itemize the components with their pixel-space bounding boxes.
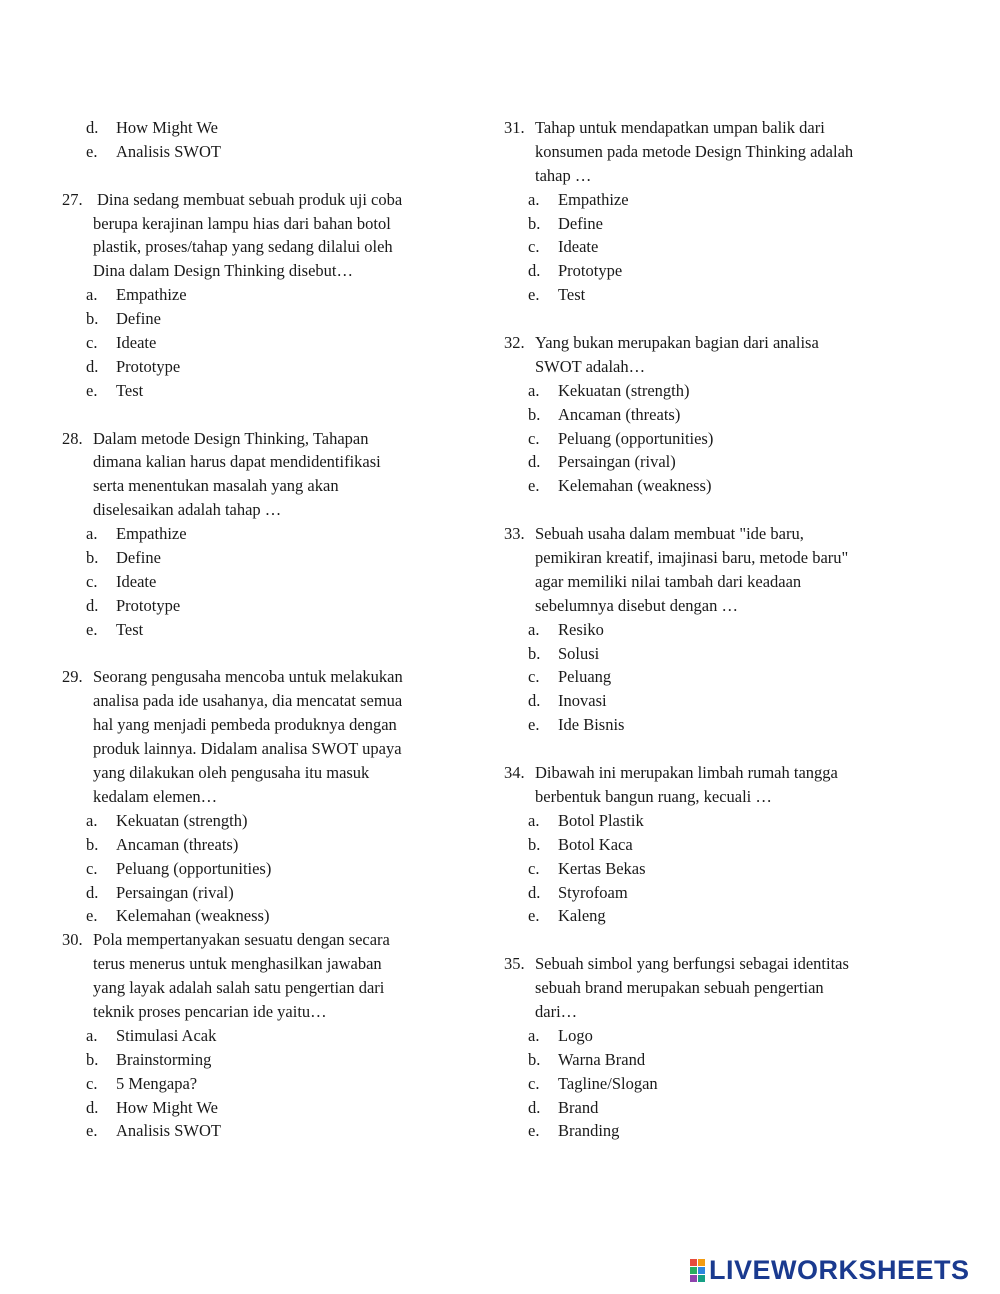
answer-option[interactable]: b. Warna Brand bbox=[528, 1049, 646, 1069]
logo-square bbox=[690, 1275, 697, 1282]
liveworksheets-logo[interactable] bbox=[690, 1255, 970, 1285]
answer-option[interactable]: d. Persaingan (rival) bbox=[528, 452, 676, 472]
answer-option[interactable]: e. Analisis SWOT bbox=[86, 141, 221, 161]
answer-option[interactable]: a. Stimulasi Acak bbox=[86, 1025, 217, 1045]
answer-option[interactable]: c. Ideate bbox=[528, 237, 599, 257]
logo-text: LIVEWORKSHEETS bbox=[709, 1254, 970, 1285]
question-35: 35. Sebuah simbol yang berfungsi sebagai identitas sebuah brand merupakan sebuah pengertian dari… a. Logo b. Warna Brand c. Tagline/Slogan d. Brand e. Branding bbox=[504, 952, 894, 1143]
answer-option[interactable]: e. Analisis SWOT bbox=[86, 1121, 221, 1141]
question-number: 29. bbox=[62, 667, 83, 687]
logo-square bbox=[698, 1267, 705, 1274]
answer-option[interactable]: e. Kelemahan (weakness) bbox=[86, 906, 270, 926]
answer-option[interactable]: e. Test bbox=[86, 619, 144, 639]
answer-option[interactable]: b. Define bbox=[86, 309, 161, 329]
answer-option[interactable]: d. Persaingan (rival) bbox=[86, 882, 234, 902]
answer-option[interactable]: e. Branding bbox=[528, 1121, 620, 1141]
answer-option[interactable]: d. Styrofoam bbox=[528, 882, 628, 902]
carryover-options bbox=[62, 116, 442, 164]
answer-option[interactable]: d. Prototype bbox=[86, 356, 181, 376]
answer-option[interactable]: e. Kaleng bbox=[528, 906, 606, 926]
answer-option[interactable]: b. Brainstorming bbox=[86, 1049, 212, 1069]
answer-option[interactable]: b. Define bbox=[528, 213, 603, 233]
question-number: 35. bbox=[504, 954, 525, 974]
question-number: 33. bbox=[504, 524, 525, 544]
answer-option[interactable]: a. Empathize bbox=[86, 524, 187, 544]
answer-option[interactable]: b. Solusi bbox=[528, 643, 600, 663]
logo-square bbox=[690, 1259, 697, 1266]
answer-option[interactable]: a. Empathize bbox=[86, 285, 187, 305]
question-number: 28. bbox=[62, 428, 83, 448]
answer-option[interactable]: b. Define bbox=[86, 548, 161, 568]
question-32: 32. Yang bukan merupakan bagian dari analisa SWOT adalah… a. Kekuatan (strength) b. Ancaman (threats) c. Peluang (opportunities) d. Persaingan (rival) e. Kelemahan (weakness) bbox=[504, 331, 894, 498]
question-33: 33. Sebuah usaha dalam membuat "ide baru, pemikiran kreatif, imajinasi baru, metode baru" agar memiliki nilai tambah dari keadaan sebelumnya disebut dengan … a. Resiko b. Solusi c. Peluang d. Inovasi e. Ide Bisnis bbox=[504, 522, 894, 737]
logo-square bbox=[690, 1267, 697, 1274]
answer-option[interactable]: d. Prototype bbox=[86, 595, 181, 615]
answer-option[interactable]: c. 5 Mengapa? bbox=[86, 1073, 198, 1093]
question-number: 32. bbox=[504, 333, 525, 353]
answer-option[interactable]: c. Peluang (opportunities) bbox=[528, 428, 714, 448]
answer-option[interactable]: c. Peluang bbox=[528, 667, 612, 687]
answer-option[interactable]: e. Ide Bisnis bbox=[528, 715, 625, 735]
answer-option[interactable]: b. Botol Kaca bbox=[528, 834, 633, 854]
answer-option[interactable]: d. How Might We bbox=[86, 118, 218, 137]
answer-option[interactable]: d. Prototype bbox=[528, 261, 623, 281]
answer-option[interactable]: c. Ideate bbox=[86, 571, 157, 591]
answer-option[interactable]: a. Kekuatan (strength) bbox=[528, 380, 690, 400]
question-30: 30. Pola mempertanyakan sesuatu dengan secara terus menerus untuk menghasilkan jawaban yang layak adalah salah satu pengertian dari teknik proses pencarian ide yaitu… a. Stimulasi Acak b. Brainstorming c. 5 Mengapa? d. How Might We e. Analisis SWOT bbox=[62, 928, 442, 1143]
answer-option[interactable]: c. Peluang (opportunities) bbox=[86, 858, 272, 878]
question-31: 31. Tahap untuk mendapatkan umpan balik dari konsumen pada metode Design Thinking adalah tahap … a. Empathize b. Define c. Ideate d. Prototype e. Test bbox=[504, 116, 894, 307]
answer-option[interactable]: d. Brand bbox=[528, 1097, 599, 1117]
question-34: 34. Dibawah ini merupakan limbah rumah tangga berbentuk bangun ruang, kecuali … a. Botol Plastik b. Botol Kaca c. Kertas Bekas d. Styrofoam e. Kaleng bbox=[504, 761, 894, 928]
answer-option[interactable]: d. How Might We bbox=[86, 1097, 218, 1117]
answer-option[interactable]: d. Inovasi bbox=[528, 691, 607, 711]
answer-option[interactable]: e. Test bbox=[86, 380, 144, 400]
answer-option[interactable]: b. Ancaman (threats) bbox=[528, 404, 681, 424]
answer-option[interactable]: c. Kertas Bekas bbox=[528, 858, 646, 878]
answer-option[interactable]: c. Tagline/Slogan bbox=[528, 1073, 658, 1093]
answer-option[interactable]: e. Test bbox=[528, 285, 586, 305]
question-number: 34. bbox=[504, 763, 525, 783]
answer-option[interactable]: a. Empathize bbox=[528, 189, 629, 209]
answer-option[interactable]: a. Kekuatan (strength) bbox=[86, 810, 248, 830]
question-27: 27. Dina sedang membuat sebuah produk uji coba berupa kerajinan lampu hias dari bahan botol plastik, proses/tahap yang sedang dilalui oleh Dina dalam Design Thinking disebut… a. Empathize b. Define c. Ideate d. Prototype e. Test bbox=[62, 188, 442, 403]
question-28: 28. Dalam metode Design Thinking, Tahapan dimana kalian harus dapat mendidentifikasi serta menentukan masalah yang akan diselesaikan adalah tahap … a. Empathize b. Define c. Ideate d. Prototype e. Test bbox=[62, 427, 442, 642]
answer-option[interactable]: c. Ideate bbox=[86, 333, 157, 353]
answer-option[interactable]: a. Resiko bbox=[528, 619, 604, 639]
logo-square bbox=[698, 1275, 705, 1282]
question-number: 27. bbox=[62, 189, 83, 209]
logo-mark-icon bbox=[690, 1259, 705, 1282]
answer-option[interactable]: e. Kelemahan (weakness) bbox=[528, 476, 712, 496]
question-29: 29. Seorang pengusaha mencoba untuk melakukan analisa pada ide usahanya, dia mencatat semua hal yang menjadi pembeda produknya dengan produk lainnya. Didalam analisa SWOT upaya yang dilakukan oleh pengusaha itu masuk kedalam elemen… a. Kekuatan (strength) b. Ancaman (threats) c. Peluang (opportunities) d. Persaingan (rival) e. Kelemahan (weakness) bbox=[62, 665, 442, 928]
right-column bbox=[504, 116, 894, 1143]
question-number: 30. bbox=[62, 930, 83, 950]
left-column bbox=[62, 116, 442, 1143]
logo-square bbox=[698, 1259, 705, 1266]
answer-option[interactable]: a. Logo bbox=[528, 1025, 593, 1045]
answer-option[interactable]: b. Ancaman (threats) bbox=[86, 834, 239, 854]
question-number: 31. bbox=[504, 118, 525, 137]
answer-option[interactable]: a. Botol Plastik bbox=[528, 810, 644, 830]
